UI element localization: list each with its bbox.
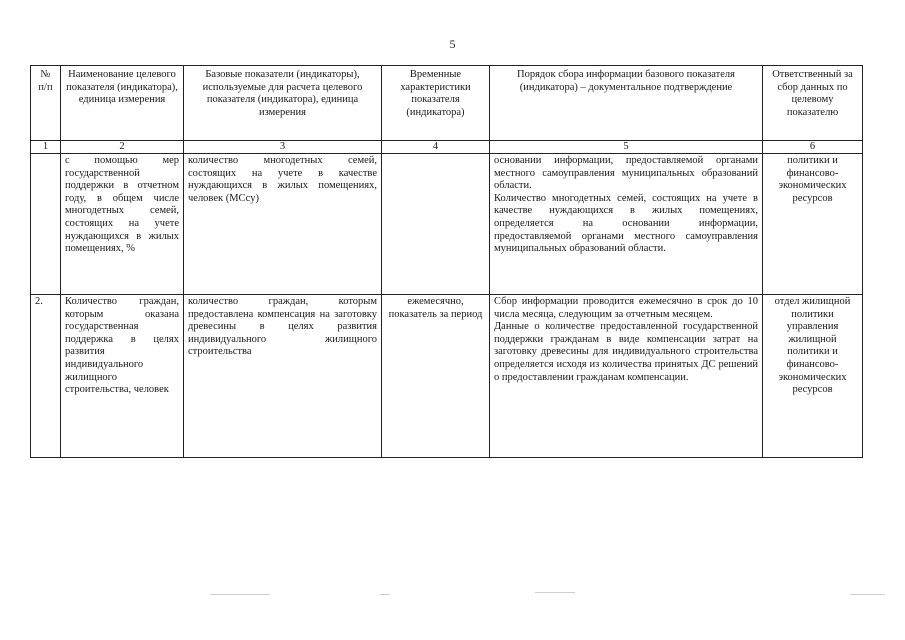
base-indicator: количество граждан, которым предоставлена компенсация на заготовку древесины в целях развития индивидуального жилищного строительства: [184, 295, 382, 458]
column-index: 6: [763, 141, 863, 154]
collection-procedure: [490, 154, 763, 295]
table-row: [31, 154, 863, 295]
responsible-unit: политики и финансово-экономических ресурсов: [763, 154, 863, 295]
row-number: 2.: [31, 295, 61, 458]
base-indicator: количество многодетных семей, состоящих на учете в качестве нуждающихся в жилых помещениях, человек (МСсу): [184, 154, 382, 295]
header-time: Временные характеристики показателя (индикатора): [382, 66, 490, 141]
procedure-paragraph: основании информации, предоставляемой органами местного самоуправления муниципальных образований области.: [494, 155, 758, 192]
scan-artifact: [850, 594, 885, 595]
header-num: № п/п: [31, 66, 61, 141]
header-resp: Ответственный за сбор данных по целевому показателю: [763, 66, 863, 141]
header-name: Наименование целевого показателя (индикатора), единица измерения: [61, 66, 184, 141]
responsible-unit: отдел жилищной политики управления жилищной политики и финансово-экономических ресурсов: [763, 295, 863, 458]
column-index-row: [31, 141, 863, 154]
collection-procedure: [490, 295, 763, 458]
scan-artifact: [535, 592, 575, 593]
procedure-paragraph: Данные о количестве предоставленной государственной поддержки гражданам в виде компенсации затрат на заготовку древесины для индивидуального строительства определяется исходя из количества принятых ДС решений о предоставлении гражданам компенсации.: [494, 321, 758, 383]
scan-artifact: [210, 594, 270, 595]
column-index: 2: [61, 141, 184, 154]
indicator-name: Количество граждан, которым оказана государственная поддержка в целях развития индивидуального жилищного строительства, человек: [61, 295, 184, 458]
column-index: 3: [184, 141, 382, 154]
table-header-row: [31, 66, 863, 141]
row-number: [31, 154, 61, 295]
procedure-paragraph: Количество многодетных семей, состоящих на учете в качестве нуждающихся в жилых помещениях, определяется на основании информации, предоставляемой органами местного самоуправления муниципальных образований области.: [494, 192, 758, 255]
page-number: 5: [449, 37, 456, 51]
procedure-paragraph: Сбор информации проводится ежемесячно в срок до 10 числа месяца, следующим за отчетным месяцем.: [494, 296, 758, 320]
header-order: Порядок сбора информации базового показателя (индикатора) – документальное подтверждение: [490, 66, 763, 141]
table-row: [31, 295, 863, 458]
column-index: 1: [31, 141, 61, 154]
time-characteristics: ежемесячно, показатель за период: [382, 295, 490, 458]
scan-artifact: [380, 594, 390, 595]
column-index: 4: [382, 141, 490, 154]
time-characteristics: [382, 154, 490, 295]
indicator-table: [30, 65, 863, 458]
column-index: 5: [490, 141, 763, 154]
header-base: Базовые показатели (индикаторы), используемые для расчета целевого показателя (индикатора), единица измерения: [184, 66, 382, 141]
indicator-name: с помощью мер государственной поддержки в отчетном году, в общем числе многодетных семей, состоящих на учете нуждающихся в жилых помещениях, %: [61, 154, 184, 295]
